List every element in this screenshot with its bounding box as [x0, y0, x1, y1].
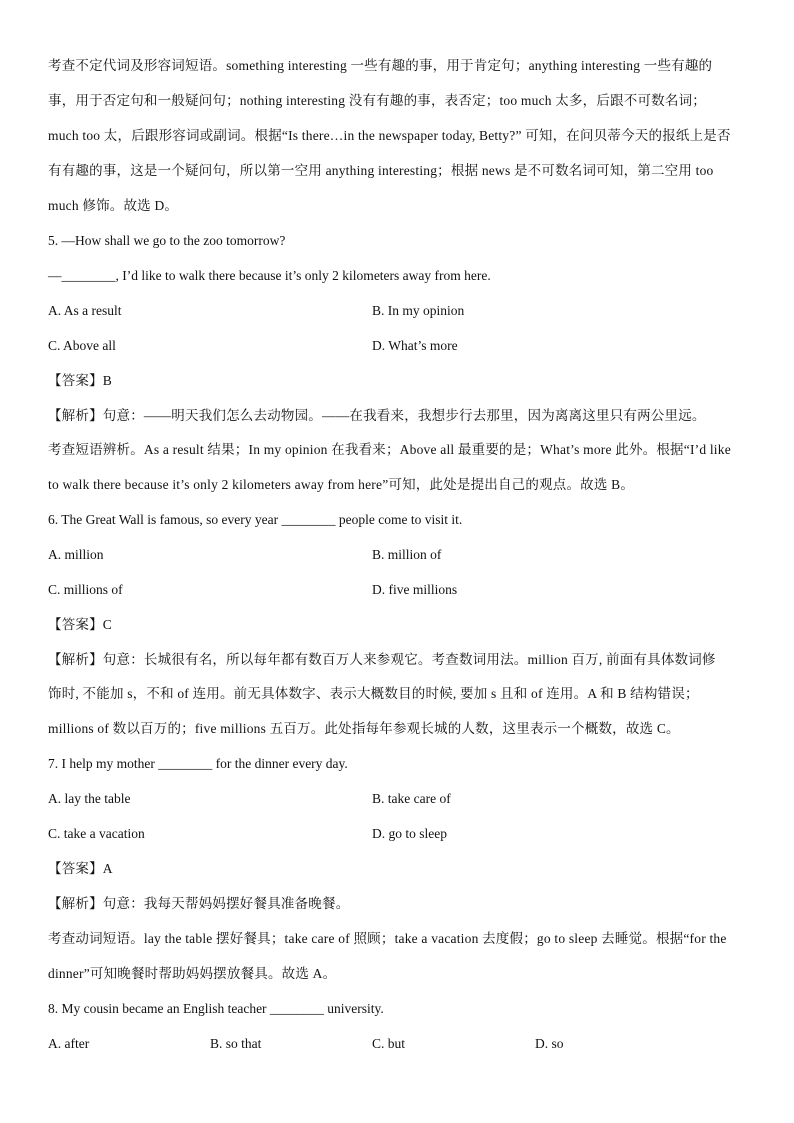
question-6-analysis: 【解析】句意：长城很有名，所以每年都有数百万人来参观它。考查数词用法。million 百万, 前面有具体数词修	[48, 652, 716, 667]
question-8-option-b: B. so that	[210, 1036, 262, 1051]
question-7-analysis: 【解析】句意：我每天帮妈妈摆好餐具准备晚餐。	[48, 896, 350, 911]
question-6-option-d: D. five millions	[372, 582, 458, 597]
explanation-line: 考查不定代词及形容词短语。something interesting 一些有趣的事，用于肯定句；anything interesting 一些有趣的	[48, 58, 713, 73]
question-5-option-d: D. What’s more	[372, 338, 458, 353]
question-5-answer: 【答案】B	[48, 373, 113, 388]
question-7-analysis: dinner”可知晚餐时帮助妈妈摆放餐具。故选 A。	[48, 966, 337, 981]
question-5-option-c: C. Above all	[48, 338, 116, 353]
question-7-stem: 7. I help my mother ________ for the dinner every day.	[48, 756, 348, 771]
question-5-option-b: B. In my opinion	[372, 303, 465, 318]
question-8-stem: 8. My cousin became an English teacher ________ university.	[48, 1001, 384, 1016]
explanation-line: much 修饰。故选 D。	[48, 198, 179, 213]
question-5-option-a: A. As a result	[48, 303, 122, 318]
question-6-answer: 【答案】C	[48, 617, 113, 632]
question-8-option-d: D. so	[535, 1036, 564, 1051]
question-5-stem: 5. —How shall we go to the zoo tomorrow?	[48, 233, 286, 248]
question-6-stem: 6. The Great Wall is famous, so every year ________ people come to visit it.	[48, 512, 463, 527]
question-5-analysis: 考查短语辨析。As a result 结果；In my opinion 在我看来；Above all 最重要的是；What’s more 此外。根据“I’d like	[48, 442, 731, 457]
question-8-option-c: C. but	[372, 1036, 406, 1051]
question-8-option-a: A. after	[48, 1036, 90, 1051]
question-7-option-a: A. lay the table	[48, 791, 131, 806]
explanation-line: 事，用于否定句和一般疑问句；nothing interesting 没有有趣的事，表否定；too much 太多，后跟不可数名词；	[48, 93, 706, 108]
question-5-analysis: 【解析】句意：——明天我们怎么去动物园。——在我看来，我想步行去那里，因为离离这里只有两公里远。	[48, 408, 706, 423]
explanation-line: much too 太，后跟形容词或副词。根据“Is there…in the newspaper today, Betty?” 可知，在问贝蒂今天的报纸上是否	[48, 128, 731, 143]
question-6-option-a: A. million	[48, 547, 104, 562]
question-6-analysis: millions of 数以百万的；five millions 五百万。此处指每年参观长城的人数，这里表示一个概数，故选 C。	[48, 721, 680, 736]
question-6-option-c: C. millions of	[48, 582, 123, 597]
question-7-option-d: D. go to sleep	[372, 826, 447, 841]
question-5-stem-reply: —________, I’d like to walk there because it’s only 2 kilometers away from here.	[48, 268, 491, 283]
explanation-line: 有有趣的事，这是一个疑问句，所以第一空用 anything interesting；根据 news 是不可数名词可知，第二空用 too	[48, 163, 714, 178]
question-6-analysis: 饰时, 不能加 s，不和 of 连用。前无具体数字、表示大概数目的时候, 要加 s 且和 of 连用。A 和 B 结构错误；	[48, 686, 699, 701]
question-7-answer: 【答案】A	[48, 861, 113, 876]
question-7-analysis: 考查动词短语。lay the table 摆好餐具；take care of 照顾；take a vacation 去度假；go to sleep 去睡觉。根据“for the	[48, 931, 727, 946]
question-7-option-b: B. take care of	[372, 791, 451, 806]
question-7-option-c: C. take a vacation	[48, 826, 145, 841]
question-6-option-b: B. million of	[372, 547, 442, 562]
question-5-analysis: to walk there because it’s only 2 kilometers away from here”可知，此处是提出自己的观点。故选 B。	[48, 477, 635, 492]
